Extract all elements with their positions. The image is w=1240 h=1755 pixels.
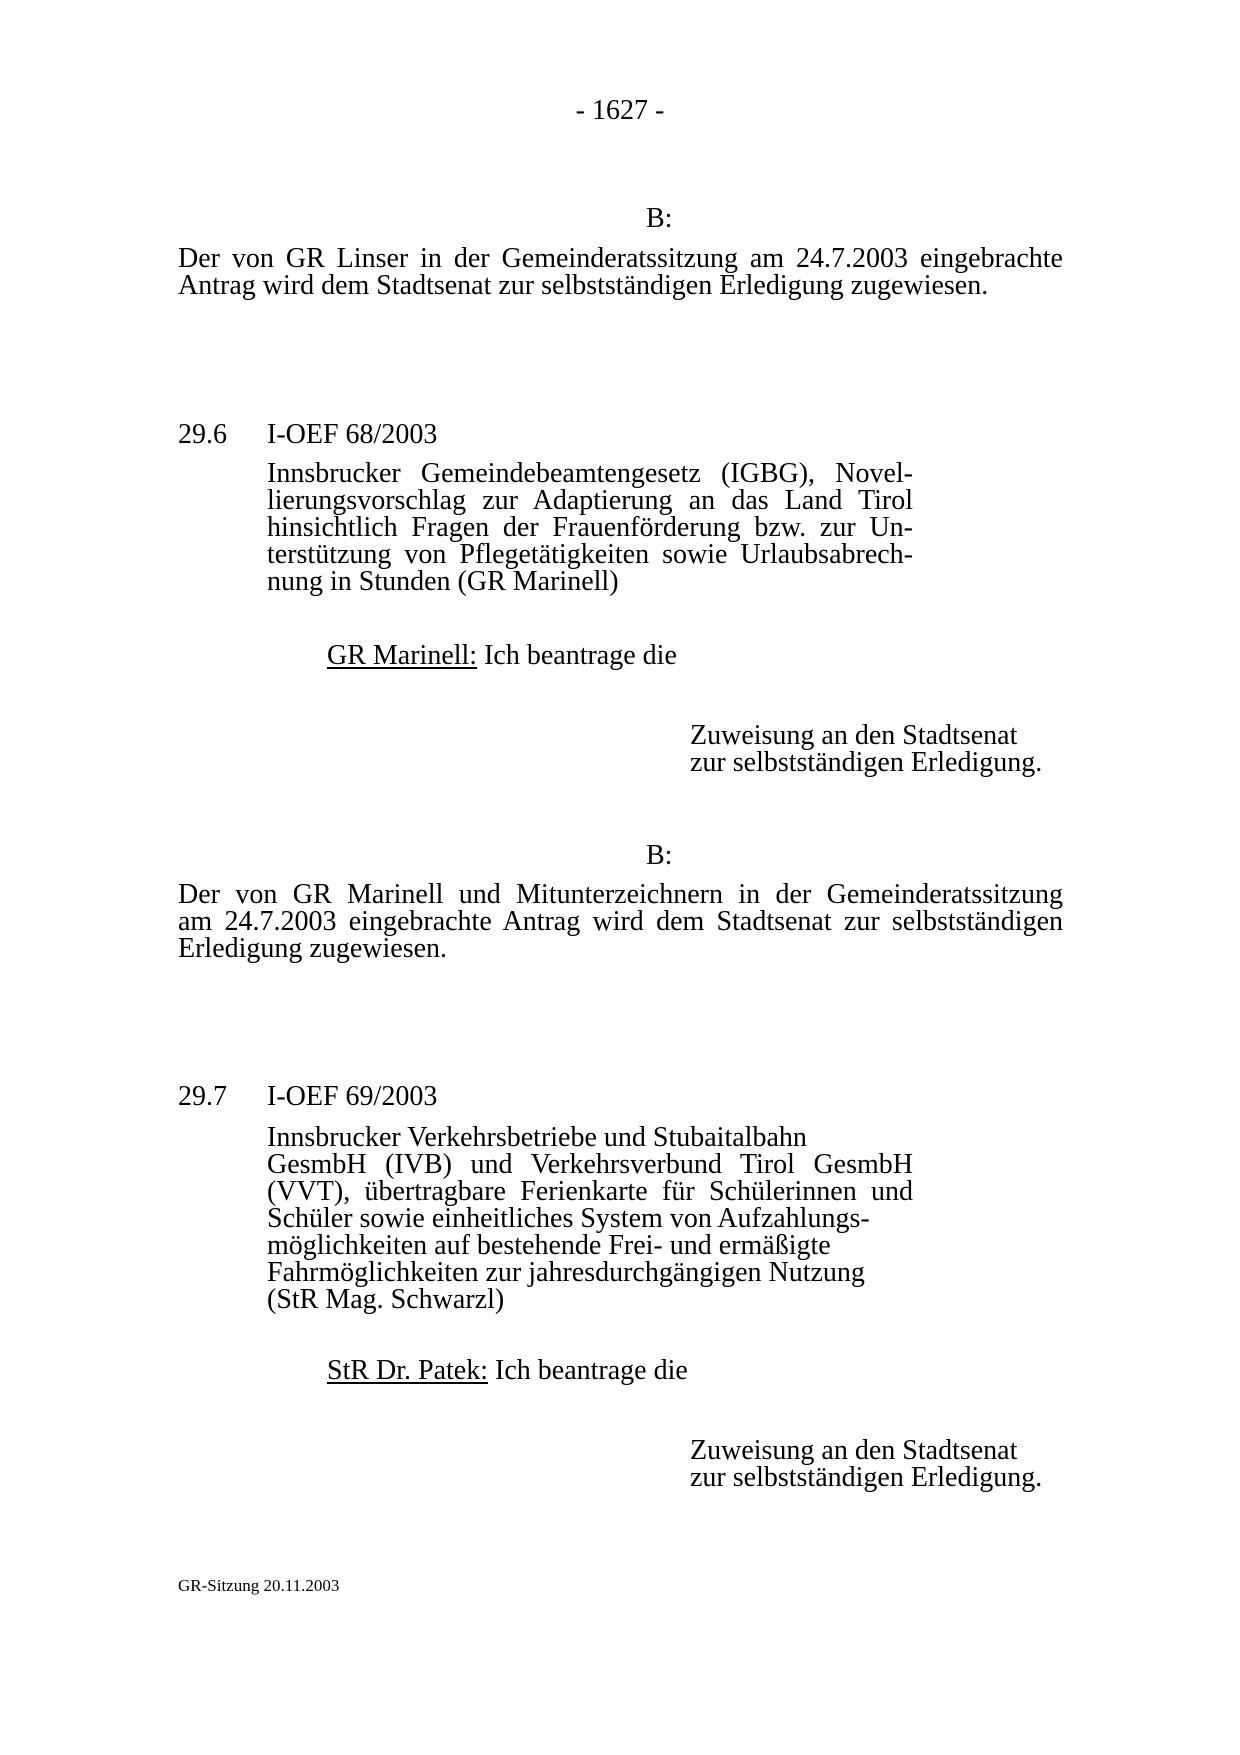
subject-line: nung in Stunden (GR Marinell) [267, 566, 619, 597]
speech-text: Ich beantrage die [477, 640, 677, 671]
subject-line: (VVT), übertragbare Ferienkarte für Schülerinnen und [267, 1176, 913, 1207]
subject-line: hinsichtlich Fragen der Frauenförderung bzw. zur Un- [267, 512, 913, 543]
subject-line: GesmbH (IVB) und Verkehrsverbund Tirol GesmbH [267, 1149, 913, 1180]
subject-line: Innsbrucker Gemeindebeamtengesetz (IGBG), Novel- [267, 458, 913, 489]
motion-text [690, 1437, 1042, 1491]
item-subject [267, 1124, 913, 1313]
speaker-statement [327, 642, 677, 669]
decision-line: Erledigung zugewiesen. [178, 933, 448, 964]
item-number: 29.6 [178, 419, 227, 450]
item-reference: I-OEF 68/2003 [267, 419, 438, 450]
motion-line: Zuweisung an den Stadtsenat [690, 1435, 1018, 1466]
subject-line: (StR Mag. Schwarzl) [267, 1284, 505, 1315]
subject-line: Fahrmöglichkeiten zur jahresdurchgängigen Nutzung [267, 1257, 865, 1288]
decision-line: Antrag wird dem Stadtsenat zur selbstständigen Erledigung zugewiesen. [178, 270, 989, 301]
motion-line: Zuweisung an den Stadtsenat [690, 720, 1018, 751]
speaker-name: StR Dr. Patek: [327, 1355, 489, 1386]
subject-line: möglichkeiten auf bestehende Frei- und ermäßigte [267, 1230, 831, 1261]
speech-text: Ich beantrage die [488, 1355, 688, 1386]
item-subject [267, 460, 913, 595]
motion-text [690, 722, 1042, 776]
subject-line: terstützung von Pflegetätigkeiten sowie Urlaubsabrech- [267, 539, 913, 570]
page-footer: GR-Sitzung 20.11.2003 [178, 1576, 340, 1595]
decision-text-top [178, 245, 1063, 299]
decision-line: am 24.7.2003 eingebrachte Antrag wird dem Stadtsenat zur selbstständigen [178, 906, 1063, 937]
decision-line: Der von GR Marinell und Mitunterzeichnern in der Gemeinderatssitzung [178, 879, 1063, 910]
decision-text [178, 881, 1063, 962]
decision-line: Der von GR Linser in der Gemeinderatssitzung am 24.7.2003 eingebrachte [178, 243, 1063, 274]
page-number: - 1627 - [575, 95, 665, 126]
subject-line: lierungsvorschlag zur Adaptierung an das Land Tirol [267, 485, 913, 516]
motion-line: zur selbstständigen Erledigung. [690, 747, 1043, 778]
decision-marker: B: [646, 840, 673, 871]
item-reference: I-OEF 69/2003 [267, 1081, 438, 1112]
speaker-statement [327, 1357, 688, 1384]
motion-line: zur selbstständigen Erledigung. [690, 1462, 1043, 1493]
subject-line: Innsbrucker Verkehrsbetriebe und Stubaitalbahn [267, 1122, 807, 1153]
subject-line: Schüler sowie einheitliches System von Aufzahlungs- [267, 1203, 870, 1234]
speaker-name: GR Marinell: [327, 640, 478, 671]
item-number: 29.7 [178, 1081, 227, 1112]
decision-marker-top: B: [646, 203, 673, 234]
